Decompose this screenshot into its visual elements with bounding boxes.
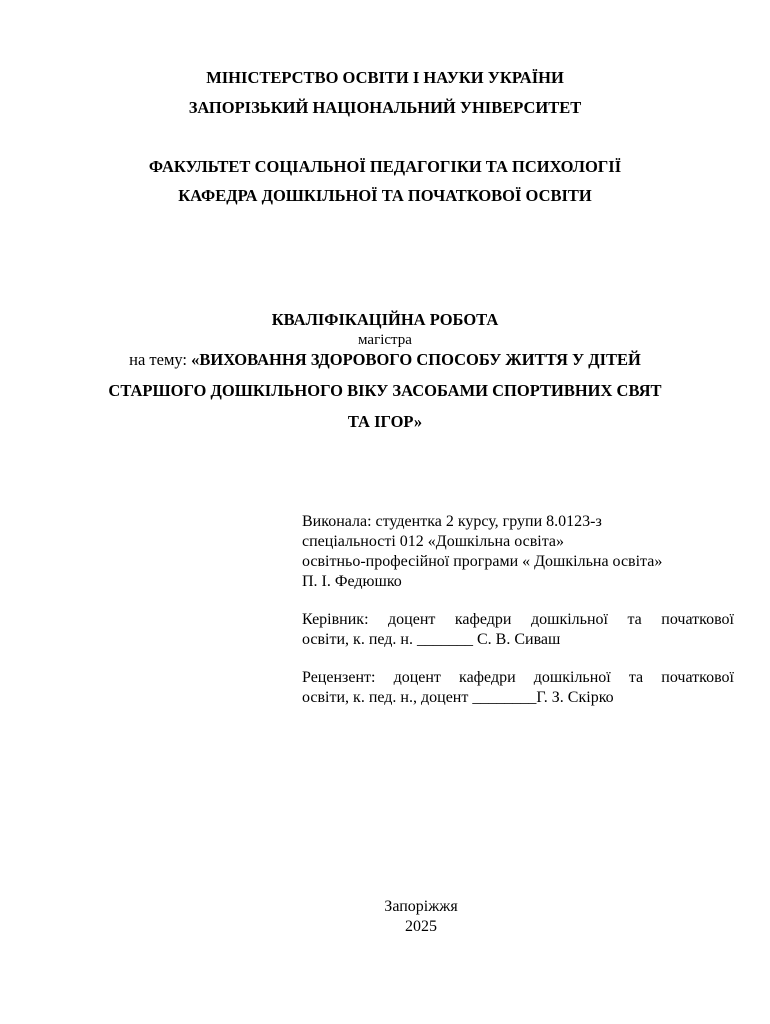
year-label: 2025 — [405, 918, 437, 935]
topic-prefix: на тему: — [129, 350, 192, 369]
topic-title-part-1: «ВИХОВАННЯ ЗДОРОВОГО СПОСОБУ ЖИТТЯ У ДІТЕЙ — [191, 350, 641, 369]
author-line-2: спеціальності 012 «Дошкільна освіта» — [302, 533, 564, 550]
reviewer-block — [302, 668, 734, 708]
work-type-heading: КВАЛІФІКАЦІЙНА РОБОТА — [271, 310, 499, 329]
reviewer-line-2: освіти, к. пед. н., доцент ________Г. З. Скірко — [302, 689, 614, 706]
supervisor-block — [302, 610, 734, 650]
topic-line-1 — [0, 350, 770, 370]
university-heading: ЗАПОРІЗЬКИЙ НАЦІОНАЛЬНИЙ УНІВЕРСИТЕТ — [188, 98, 582, 117]
faculty-heading: ФАКУЛЬТЕТ СОЦІАЛЬНОЇ ПЕДАГОГІКИ ТА ПСИХОЛОГІЇ — [148, 157, 622, 176]
author-name: П. І. Федюшко — [302, 573, 402, 590]
topic-line-2: СТАРШОГО ДОШКІЛЬНОГО ВІКУ ЗАСОБАМИ СПОРТИВНИХ СВЯТ — [108, 381, 662, 400]
supervisor-line-1: Керівник: доцент кафедри дошкільної та початкової — [302, 611, 734, 628]
author-line-1: Виконала: студентка 2 курсу, групи 8.0123-з — [302, 513, 602, 530]
city-label: Запоріжжя — [384, 898, 458, 915]
topic-line-3: ТА ІГОР» — [347, 412, 423, 431]
reviewer-line-1: Рецензент: доцент кафедри дошкільної та початкової — [302, 669, 734, 686]
degree-label: магістра — [358, 332, 412, 348]
author-block — [302, 512, 734, 592]
author-line-3: освітньо-професійної програми « Дошкільна освіта» — [302, 553, 663, 570]
department-heading: КАФЕДРА ДОШКІЛЬНОЇ ТА ПОЧАТКОВОЇ ОСВІТИ — [178, 186, 592, 205]
ministry-heading: МІНІСТЕРСТВО ОСВІТИ І НАУКИ УКРАЇНИ — [206, 68, 564, 87]
supervisor-line-2: освіти, к. пед. н. _______ С. В. Сиваш — [302, 631, 561, 648]
